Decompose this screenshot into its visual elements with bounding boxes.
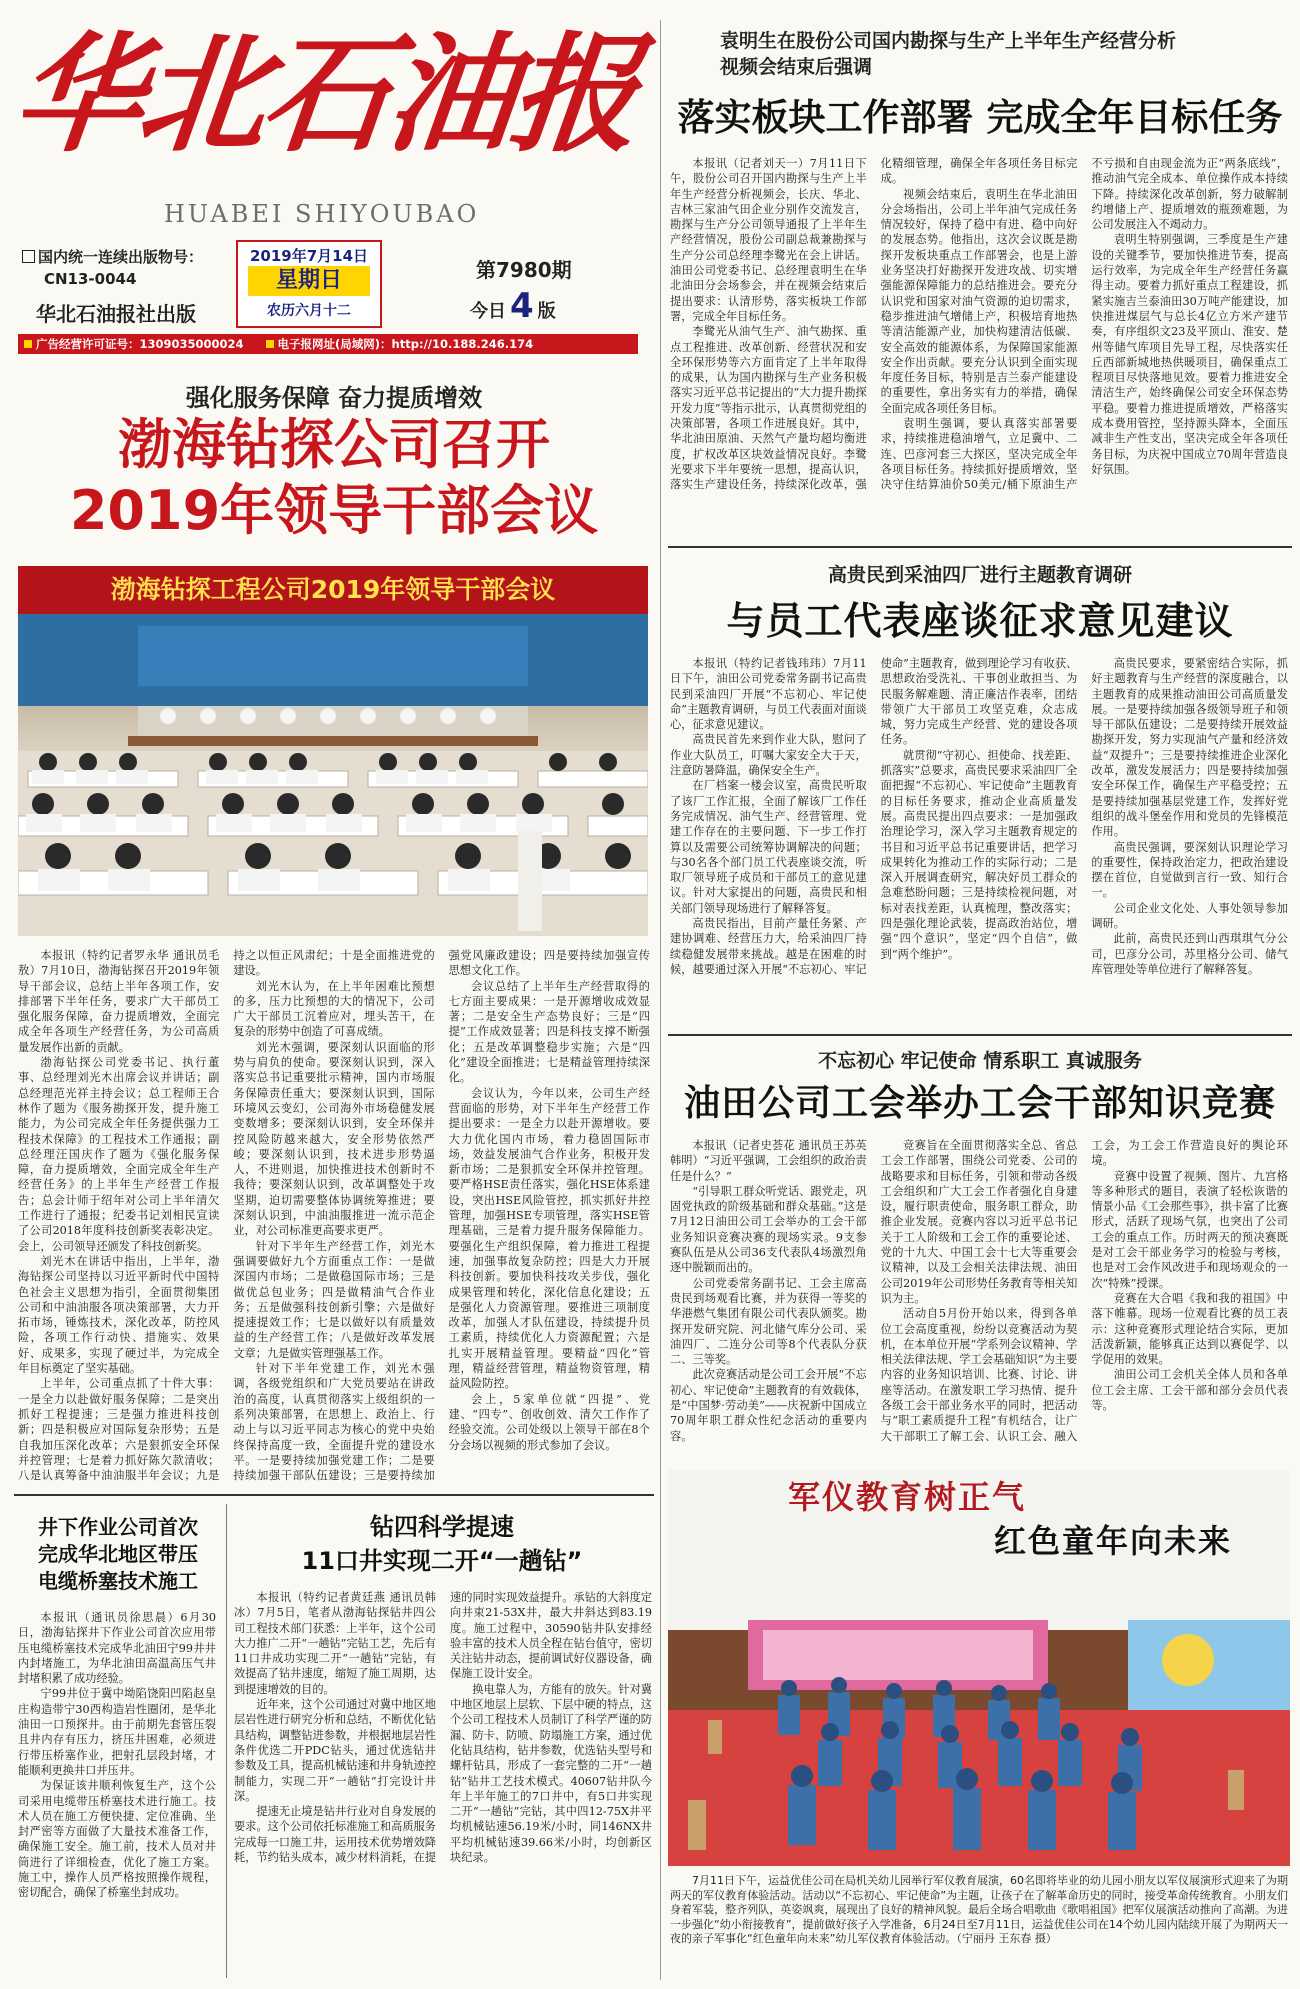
art3-para: 高贵民指出，目前产量任务紧、产建协调难、经营压力大，给采油四厂持续稳健发展带来挑战。越是在困难的时候，越要通过深入开展“不忘初心、牢记使命”主题教育，做到理论学习有收获、思想政治受洗礼、干事创业敢担当、为民服务解难题、清正廉洁作表率，团结带领广大干部员工攻坚克难，众志成城，努力完成生产经营、党的建设各项任务。 — [670, 657, 1078, 976]
conference-photo — [18, 566, 648, 936]
art4-para: 竞赛在大合唱《我和我的祖国》中落下帷幕。现场一位观看比赛的员工表示：这种竞赛形式理论结合实际，更加活泼新颖，能够真正达到以赛促学、以学促用的效果。 — [1091, 1291, 1288, 1367]
art6-para: 提速无止境是钻井行业对自身发展的要求。这个公司依托标准施工和高质服务完成每一口施工井，运用技术优势增效降耗，节约钻头成本，减少材料消耗，在提速的同时实现效益提升。承钻的大斜度定向井束21-53X井，最大井斜达到83.19度。施工过程中，30590钻井队安排经验丰富的技术人员全程在钻台值守，密切关注钻井动态，提前调试好仪器设备，确保施工设计安全。 — [234, 1591, 652, 1865]
art4-para: 竞赛中设置了视频、图片、九宫格等多种形式的题目，表演了轻松诙谐的情景小品《工会那些事》，拱卡富了比赛形式，活跃了现场气氛，也突出了公司工会的重点工作。历时两天的预决赛既是对工会干部业务学习的检验与考核，也是对工会作风改进手和现场观众的一次“特殊”授课。 — [1091, 1169, 1288, 1290]
art3-para: 公司企业文化处、人事处领导参加调研。 — [1091, 901, 1288, 931]
column-divider — [660, 20, 661, 1980]
art3-para: 高贵民首先来到作业大队，慰问了作业大队员工，叮嘱大家安全大于天，注意防暑降温，确保安全生产。 — [670, 733, 867, 778]
art2-body — [670, 156, 1288, 538]
art4-para: 活动自5月份开始以来，得到各单位工会高度重视，纷纷以竞赛活动为契机，在本单位开展“学系列会议精神、学相关法律法规、学工会基础知识”为主要内容的业务知识培训、比赛、讨论、讲座等活动。在激发职工学习热情、提升各级工会干部业务水平的同时，把活动与“职工素质提升工程”有机结合，让广大干部职工了解工会、认识工会、融入工会，为工会工作营造良好的舆论环境。 — [880, 1139, 1288, 1443]
art1-title — [14, 412, 654, 544]
art2-title: 落实板块工作部署 完成全年目标任务 — [677, 96, 1283, 139]
art4-para: 此次竞赛活动是公司工会开展“不忘初心、牢记使命”主题教育的有效载体，是“中国梦·劳动美”——庆祝新中国成立70周年职工群众性纪念活动的重要内容。 — [670, 1368, 867, 1443]
info-bar — [18, 334, 638, 354]
pages-num: 4 — [510, 286, 534, 326]
license: 广告经营许可证号：1309035000024 — [36, 337, 244, 351]
art1-para: 刘光木认为，在上半年困难比预想的多，压力比预想的大的情况下，公司广大干部员工沉着应对，埋头苦干，在复杂的形势中创造了可喜成绩。 — [233, 979, 435, 1039]
art3-para: 高贵民要求，要紧密结合实际，抓好主题教育与生产经营的深度融合，以主题教育的成果推动油田公司高质量发展。一是要持续加强各级领导班子和领导干部队伍建设；二是要持续开展效益勘探开发，努力实现油气产量和经济效益“双提升”；三是要持续推进企业深化改革，激发发展活力；四是要持续加强安全环保工作，确保生产平稳受控；五是要持续加强基层党建工作，发挥好党组织的战斗堡垒作用和党员的先锋模范作用。 — [1091, 657, 1288, 839]
cn-label-row — [22, 246, 203, 267]
art4-para: “引导职工群众听党话、跟党走，巩固党执政的阶级基础和群众基础。”这是7月12日油田公司工会举办的工会干部业务知识竞赛决赛的现场实录。9支参赛队伍是从公司36支代表队4场激烈角逐中脱颖而出的。 — [670, 1184, 867, 1275]
art1-para: 上半年，公司重点抓了十件大事：一是全力以赴做好服务保障；二是突出抓好工程提速；三是强力推进科技创新；四是积极应对国际复杂形势；五是自我加压深化改革；六是狠抓安全环保并控管理；七是着力抓好陈欠款清收；八是认真筹备中油油服半年会议；九是持之以恒正风肃纪；十是全面推进党的建设。 — [18, 949, 435, 1483]
art6-para: 近年来，这个公司通过对冀中地区地层岩性进行研究分析和总结，不断优化钻具结构，调整钻进参数，并根据地层岩性条件优选二开PDC钻头，通过优选钻井参数及工具，提高机械钻速和井身轨迹控制能力，实现二开“一趟钻”打完设计井深。 — [234, 1698, 436, 1803]
art2-kicker-line1: 袁明生在股份公司国内勘探与生产上半年生产经营分析 — [720, 30, 1177, 52]
art4-para: 油田公司工会机关全体人员和各单位工会主席、工会干部和部分会员代表等。 — [1091, 1368, 1288, 1413]
art5-body — [18, 1610, 216, 1976]
art4-body — [670, 1138, 1288, 1468]
divider — [668, 1034, 1292, 1036]
divider — [668, 546, 1292, 548]
art4-kicker: 不忘初心 牢记使命 情系职工 真诚服务 — [818, 1050, 1142, 1072]
art2-para: 袁明生特别强调，三季度是生产建设的关键季节，要加快推进节奏，提高运行效率，为完成全年生产经营任务赢得主动。要着力抓好重点工程建设，抓紧实施吉兰泰油田30万吨产能建设，加快推进煤层气与总长4亿立方米产建节奏，有序组织文23及平顶山、淮安、楚州等储气库项目先导工程，尽快落实任丘西部新城地热供暖项目，确保重点工程项目尽快落地见效。要着力推进安全清洁生产，始终确保公司安全环保态势平稳。要着力推进提质增效，严格落实成本费用管控，坚持源头降本，全面压减非生产性支出，坚决完成全年各项任务目标，为庆祝中国成立70周年营造良好氛围。 — [1091, 233, 1288, 476]
art1-para: 针对下半年生产经营工作，刘光木强调要做好九个方面重点工作：一是做深国内市场；二是做稳国际市场；三是做优总包业务；四是做精油气合作业务；五是做强科技创新引擎；六是做好提速提效工作；七是以做好以有质量效益的生产经营工作；八是做好改革发展文章；九是做实管理强基工作。 — [233, 1239, 435, 1360]
art5-para: 本报讯（通讯员徐思晨）6月30日，渤海钻探井下作业公司首次应用带压电缆桥塞技术完成华北油田宁99井井内封堵施工，为华北油田高温高压气井封堵积累了成功经验。 — [18, 1611, 216, 1686]
art4-title: 油田公司工会举办工会干部知识竞赛 — [683, 1083, 1276, 1124]
art1-para: 会上，5家单位就“四提”、党建、“四专”、创收创效、清欠工作作了经验交流。公司处级以上领导干部在8个分会场以视频的形式参加了会议。 — [448, 1392, 650, 1452]
art5-title — [18, 1514, 218, 1595]
art1-para: 本报讯（特约记者罗永华 通讯员毛敖）7月10日，渤海钻探召开2019年领导干部会议，总结上半年各项工作，安排部署下半年任务，要求广大干部员工强化服务保障，奋力提质增效，全面完成全年各项生产经营任务，为公司高质量发展作出新的贡献。 — [18, 949, 220, 1054]
art1-body — [18, 948, 650, 1486]
issue: 第7980期 — [476, 258, 572, 282]
art5-para: 为保证该井顺利恢复生产，这个公司采用电缆带压桥塞技术进行施工。技术人员在施工方便快捷、定位准确、坐封严密等方面做了大量技术准备工作，确保施工安全。施工前，技术人员对井筒进行了详细检查，优化了施工方案。施工中，操作人员严格按照操作规程，密切配合，确保了桥塞坐封成功。 — [18, 1779, 216, 1900]
date: 2019年7月14日 — [249, 247, 369, 265]
art5-title-line1: 井下作业公司首次 — [38, 1515, 198, 1539]
divider — [14, 1494, 654, 1496]
art7-caption — [670, 1874, 1288, 1978]
conference-banner: 渤海钻探工程公司2019年领导干部会议 — [18, 566, 648, 614]
art2-para: 李鹭光从油气生产、油气勘探、重点工程推进、改革创新、经营状况和安全环保形势等六方面肯定了上半年取得的成果，认为国内勘探与生产业务积极落实习近平总书记提出的“大力提升勘探开发力度”等指示批示，认真贯彻党组的决策部署，各项工作进展良好。其中，华北油田原油、天然气产量均超均衡进度，扩权改革区块效益情况良好。李鹭光要求下半年要统一思想，提高认识，落实生产建设任务，持续深化改革，强化精细管理，确保全年各项任务目标完成。 — [670, 157, 1078, 492]
art6-para: 换电靠人为，方能有的放矢。针对冀中地区地层上层软、下层中硬的特点，这个公司工程技术人员制订了科学严谨的防漏、防卡、防喷、防塌施工方案，通过优化钻具结构，钻井参数，优选钻头型号和螺杆钻具，形成了一套完整的二开“一趟钻”钻井工艺技术模式。40607钻井队今年上半年施工的7口井中，有5口井实现二开“一趟钻”完钻，其中四12-75X井平均机械钻速56.19米/小时，同146NX井平均机械钻速39.66米/小时，均创新区块纪录。 — [450, 1682, 652, 1865]
art6-body — [234, 1590, 652, 1976]
art4-para: 本报讯（记者史荟花 通讯员王苏英 韩明）“习近平强调，工会组织的政治责任是什么？” — [670, 1139, 867, 1183]
art2-kicker — [676, 28, 1286, 80]
art3-kicker: 高贵民到采油四厂进行主题教育调研 — [827, 564, 1132, 586]
pages-label: 今日 — [470, 301, 506, 322]
web-box-icon — [266, 340, 274, 348]
art7-title-line1: 军仪教育树正气 — [788, 1478, 1027, 1516]
web-address: 电子报网址(局域网)：http://10.188.246.174 — [277, 337, 534, 351]
art1-title-line1: 渤海钻探公司召开 — [118, 413, 550, 476]
art1-title-line2: 2019年领导干部会议 — [69, 479, 599, 542]
art2-para: 袁明生强调，要认真落实部署要求，持续推进稳油增气，立足冀中、二连、巴彦河套三大探区，坚决完成全年各项目标任务。持续抓好提质增效，坚决守住结算油价50美元/桶下原油生产不亏损和自由现金流为正“两条底线”，推动油气完全成本、单位操作成本持续下降。持续深化改革创新，努力破解制约增储上产、提质增效的瓶颈难题，为公司发展注入不竭动力。 — [880, 157, 1288, 492]
cn-box-icon — [22, 250, 35, 263]
art1-para: 会议总结了上半年生产经营取得的七方面主要成果：一是开源增收成效显著；二是安全生产态势良好；三是“四提”工作成效显著；四是科技支撑不断强化；五是改革调整稳步实施；六是“四化”建设全面推进；七是精益管理持续深化。 — [448, 979, 650, 1085]
art3-title: 与员工代表座谈征求意见建议 — [726, 598, 1234, 643]
masthead-pinyin: HUABEI SHIYOUBAO — [164, 200, 480, 228]
art2-kicker-line2: 视频会结束后强调 — [720, 56, 873, 78]
art5-title-line3: 电缆桥塞技术施工 — [38, 1569, 198, 1593]
art1-para: 针对下半年党建工作，刘光木强调，各级党组织和广大党员要站在讲政治的高度，认真贯彻落实上级组织的一系列决策部署，在思想上、政治上、行动上与以习近平同志为核心的党中央始终保持高度一致，全面提升党的建设水平。一是要持续加强党建工作；二是要持续加强干部队伍建设；三是要持续加强党风廉政建设；四是要持续加强宣传思想文化工作。 — [233, 949, 650, 1483]
art3-body — [670, 656, 1288, 1026]
art5-title-line2: 完成华北地区带压 — [38, 1542, 198, 1566]
date-box — [236, 240, 382, 328]
publisher: 华北石油报社出版 — [36, 302, 196, 326]
art1-para: 刘光木在讲话中指出，上半年，渤海钻探公司坚持以习近平新时代中国特色社会主义思想为指引，全面贯彻集团公司和中油油服各项决策部署，大力开拓市场，锤炼技术，深化改革，防控风险，各项工作行动快、措施实、效果好、成果多，实现了硬过半，为完成全年目标奠定了坚实基础。 — [18, 1254, 220, 1376]
weekday: 星期日 — [248, 266, 370, 296]
cn-number: CN13-0044 — [44, 270, 137, 288]
art1-kicker: 强化服务保障 奋力提质增效 — [185, 384, 483, 412]
art1-para: 会议认为，今年以来，公司生产经营面临的形势，对下半年生产经营工作提出要求：一是全力以赴开源增收。要大力优化国内市场，着力稳固国际市场，效益发展油气合作业务，积极开发新市场；二是狠抓安全环保并控管理。要严格HSE责任落实，强化HSE体系建设，突出HSE风险管控，抓实抓好井控管理，加强HSE专项管理，落实HSE管理基础，三是着力提升服务保障能力。要强化生产组织保障，着力推进工程提速，加强事故复杂防控；四是大力开展科技创新。要加快科技攻关步伐，强化成果管理和转化，深化信息化建设；五是强化人力资源管理。要推进三项制度改革，加强人才队伍建设，持续提升员工素质，持续优化人力资源配置；六是扎实开展精益管理。要精益“四化”管理，精益经营管理，精益物资管理，精益风险防控。 — [448, 1086, 650, 1391]
art3-para: 高贵民强调，要深刻认识理论学习的重要性，保持政治定力，把政治建设摆在首位，自觉做到言行一致、知行合一。 — [1091, 840, 1288, 900]
art4-para: 竞赛旨在全面贯彻落实全总、省总工会工作部署，围绕公司党委、公司的战略要求和目标任务，引领和带动各级工会组织和广大工会工作者强化自身建设，履行职责使命，服务职工群众，助推企业发展。竞赛内容以习近平总书记关于工人阶级和工会工作的重要论述、党的十九大、中国工会十七大等重要会议精神，以及工会相关法律法规、油田公司2019年公司形势任务教育等相关知识为主。 — [880, 1139, 1078, 1305]
pages-unit: 版 — [537, 301, 556, 322]
license-box-icon — [24, 340, 32, 348]
art6-para: 本报讯（特约记者黄廷燕 通讯员韩冰）7月5日，笔者从渤海钻探钻井四公司工程技术部门获悉：上半年，这个公司大力推广二开“一趟钻”完钻工艺，先后有11口井成功实现二开“一趟钻”完钻，有效提高了钻井速度，缩短了施工周期，达到提速增效的目的。 — [234, 1591, 436, 1696]
art3-para: 本报讯（特约记者钱玮玮）7月11日下午，油田公司党委常务副书记高贵民到采油四厂开展“不忘初心、牢记使命”主题教育调研，与员工代表面对面谈心，征求意见建议。 — [670, 657, 867, 732]
art4-para: 公司党委常务副书记、工会主席高贵民到场观看比赛，并为获得一等奖的华港燃气集团有限公司代表队颁奖。勘探开发研究院、河北储气库分公司、采油四厂、二连分公司等8个代表队分获二、三等奖。 — [670, 1276, 867, 1367]
art3-para: 此前，高贵民还到山西琪琪气分公司，巴彦分公司，苏里格分公司、储气库管理处等单位进行了解释答复。 — [1091, 932, 1288, 976]
art7-caption-text: 7月11日下午，运益优佳公司在局机关幼儿园举行军仪教育展演，60名即将毕业的幼儿园小朋友以军仪展演形式迎来了为期两天的军仪教育体验活动。活动以“不忘初心、牢记使命”为主题，让孩子在了解革命历史的同时，接受革命传统教育。小朋友们身着军装，整齐列队，英姿飒爽，展现出了良好的精神风貌。最后全场合唱歌曲《歌唱祖国》把军仪展演活动推向了高潮。为进一步强化“幼小衔接教育”，提前做好孩子入学准备，6月24日至7月11日，运益优佳公司在14个幼儿园内陆续开展了为期两天一夜的亲子军事化“红色童年向未来”幼儿军仪教育体验活动。（宁丽丹 王东春 摄） — [670, 1874, 1288, 1946]
pages — [470, 286, 556, 326]
art2-para: 视频会结束后，袁明生在华北油田分会场指出，公司上半年油气完成任务情况较好，保持了稳中有进、稳中向好的发展态势。他指出，这次会议既是勘探开发板块重点工作部署会，也是上游业务坚决打好勘探开发进攻战、切实增强能源保障能力的总结推进会。要充分认识党和国家对油气资源的迫切需求，稳步推进油气增储上产，积极培育地热等清洁能源产业，加快构建清洁低碳、安全高效的能源体系，为保障国家能源安全作出贡献。要充分认识到全面实现年度任务目标，特别是吉兰泰产能建设的重要性，拿出务实有力的举措，确保全面完成各项任务目标。 — [880, 187, 1078, 415]
art1-para: 渤海钻探公司党委书记、执行董事、总经理刘光木出席会议并讲话；副总经理范光祥主持会议；总工程师王合林作了题为《服务勘探开发，提升施工能力，为公司完成全年任务提供强力工程技术保障》的工程技术工作通报；副总经理汪国庆作了题为《强化服务保障，奋力提质增效，全面完成全年生产经营任务》的上半年生产经营工作报告；总会计师于绍年对公司上半年清欠工作进行了通报；纪委书记刘相民宣读了公司2018年度科技创新奖表彰决定。会上，公司领导还颁发了科技创新奖。 — [18, 1056, 220, 1253]
art6-title-line1: 钻四科学提速 — [370, 1513, 514, 1541]
conference-scene — [18, 566, 648, 936]
masthead-title: 华北石油报 — [7, 20, 643, 170]
divider — [226, 1504, 227, 1978]
art7-title-line2: 红色童年向未来 — [994, 1522, 1233, 1560]
art1-para: 刘光木强调，要深刻认识面临的形势与肩负的使命。要深刻认识到，深入落实总书记重要批示精神，国内市场服务保障责任重大；要深刻认识到，国际环境风云变幻，公司海外市场稳健发展变数增多；要深刻认识到，安全环保并控风险防越来越大，安全形势依然严峻；要深刻认识到，技术进步形势逼人，不进则退，加快推进技术创新时不我待；要深刻认识到，改革调整处于攻坚期，迫切需要整体协调统筹推进；要深刻认识到，中油油服推进一流示范企业，对公司标准更高要求更严。 — [233, 1040, 435, 1238]
art5-para: 宁99井位于冀中坳陷饶阳凹陷赵皇庄构造带宁30西构造岩性圈闭，是华北油田一口预探井。由于前期先套管压裂且井内存有压力，挤压井困难，必须进行带压桥塞作业，把射孔层段封堵，才能顺利更换井口并压井。 — [18, 1687, 216, 1777]
art3-para: 在厂档案一楼会议室，高贵民听取了该厂工作汇报，全面了解该厂工作任务完成情况、油气生产、经营管理、党建工作存在的主要问题、下一步工作打算以及需要公司统筹协调解决的问题；与30名各个部门员工代表座谈交流，听取厂领导班子成员和干部员工的意见建议。针对大家提出的问题，高贵民和相关部门领导现场进行了解释答复。 — [670, 779, 867, 915]
military-etiquette-photo — [668, 1470, 1290, 1866]
lunar: 农历六月十二 — [267, 303, 351, 319]
art3-para: 就贯彻“守初心、担使命、找差距、抓落实”总要求，高贵民要求采油四厂全面把握“不忘初心、牢记使命”主题教育的目标任务要求，推动企业高质量发展。高贵民提出四点要求：一是加强政治理论学习，深入学习主题教育规定的书目和习近平总书记重要讲话，把学习成果转化为推动工作的实际行动；二是深入开展调查研究，解决好员工群众的急难愁盼问题；三是持续检视问题，对标对表找差距，认真梳理，整改落实；四是强化理论武装，提高政治站位，增强“四个意识”，坚定“四个自信”，做到“两个维护”。 — [880, 748, 1078, 961]
art6-title-line2: 11口井实现二开“一趟钻” — [301, 1547, 583, 1575]
cn-label: 国内统一连续出版物号： — [38, 248, 204, 266]
art6-title — [232, 1510, 652, 1578]
art2-para: 本报讯（记者刘天一）7月11日下午，股份公司召开国内勘探与生产上半年生产经营分析视频会，长庆、华北、吉林三家油气田企业分别作交流发言，勘探与生产分公司领导通报了上半年生产经营情况，股份公司副总裁兼勘探与生产分公司总经理李鹭光在会上讲话。油田公司党委书记、总经理袁明生在华北油田分会场参会，并在视频会结束后提出要求：认清形势，落实板块工作部署，完成全年目标任务。 — [670, 157, 867, 323]
